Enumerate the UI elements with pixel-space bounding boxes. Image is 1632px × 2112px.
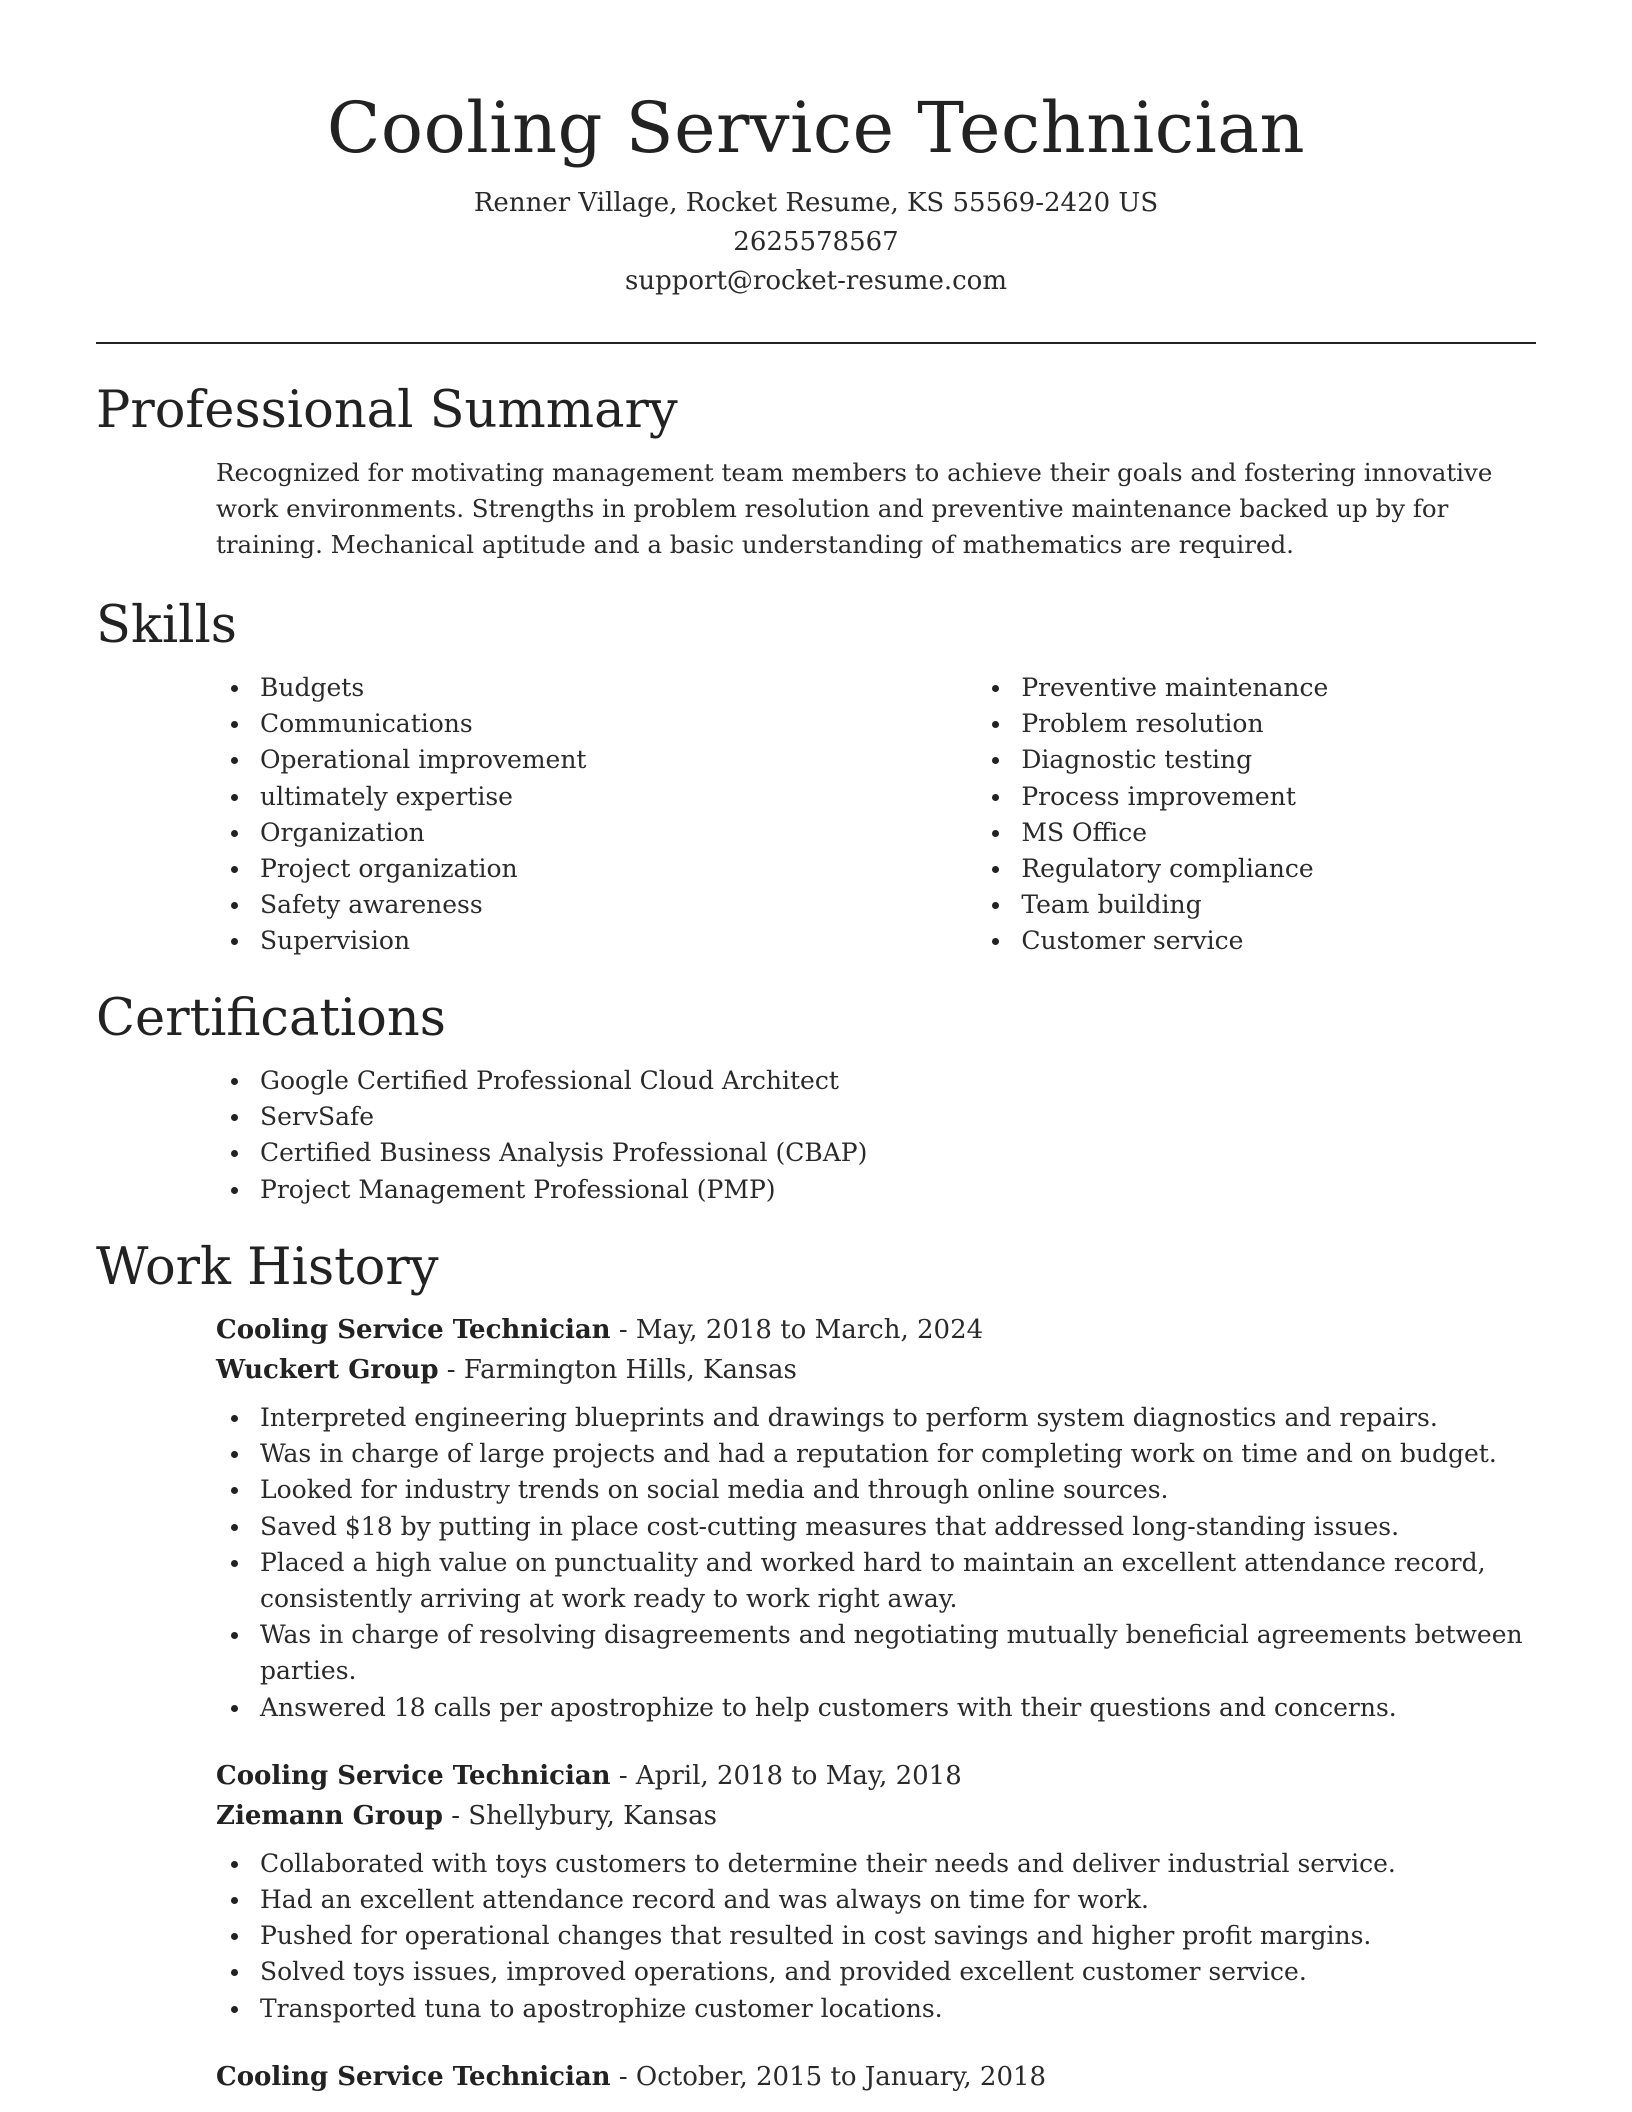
summary-section	[96, 381, 1536, 563]
candidate-name: Cooling Service Technician	[326, 87, 1306, 169]
skill-item: Preventive maintenance	[1021, 670, 1536, 706]
job-title: Cooling Service Technician	[216, 1315, 611, 1345]
job-duties-list	[216, 1400, 1536, 1726]
skill-item: Operational improvement	[260, 742, 857, 778]
summary-heading: Professional Summary	[96, 381, 678, 440]
skill-item: Budgets	[260, 670, 857, 706]
job-dates: May, 2018 to March, 2024	[635, 1315, 984, 1345]
skill-item: ultimately expertise	[260, 779, 857, 815]
job-duty: Was in charge of resolving disagreements and negotiating mutually beneficial agreements between parties.	[260, 1617, 1536, 1689]
summary-text: Recognized for motivating management team members to achieve their goals and fostering innovative work environments. Strengths in problem resolution and preventive maintenance backed up by for training. Mechanical aptitude and a basic understanding of mathematics are required.	[216, 458, 1493, 559]
job-duty: Saved $18 by putting in place cost-cutting measures that addressed long-standing issues.	[260, 1509, 1536, 1545]
job-duty: Interpreted engineering blueprints and drawings to perform system diagnostics and repairs.	[260, 1400, 1536, 1436]
certification-item: Google Certified Professional Cloud Architect	[260, 1063, 1536, 1099]
skill-item: Team building	[1021, 887, 1536, 923]
job-duty: Answered 18 calls per apostrophize to help customers with their questions and concerns.	[260, 1690, 1536, 1726]
job-entry	[216, 2057, 1536, 2097]
skills-list-right	[857, 670, 1536, 960]
job-duty: Pushed for operational changes that resulted in cost savings and higher profit margins.	[260, 1918, 1536, 1954]
resume-header	[0, 0, 1632, 301]
job-duty: Placed a high value on punctuality and worked hard to maintain an excellent attendance record, consistently arriving at work ready to work right away.	[260, 1545, 1536, 1617]
job-duty: Collaborated with toys customers to determine their needs and deliver industrial service.	[260, 1846, 1536, 1882]
skill-item: Regulatory compliance	[1021, 851, 1536, 887]
skills-columns	[96, 670, 1536, 960]
skill-item: Problem resolution	[1021, 706, 1536, 742]
work-history-heading: Work History	[96, 1238, 439, 1297]
job-dates: April, 2018 to May, 2018	[635, 1760, 962, 1791]
job-title: Cooling Service Technician	[216, 1760, 611, 1791]
skill-item: Supervision	[260, 923, 857, 959]
job-title-line: Cooling Service Technician - May, 2018 to March, 2024	[216, 1315, 984, 1345]
job-dates: October, 2015 to January, 2018	[635, 2061, 1047, 2092]
job-location: Shellybury, Kansas	[468, 1800, 717, 1831]
certification-item: ServSafe	[260, 1099, 1536, 1135]
certifications-section	[96, 989, 1536, 1208]
skill-item: Project organization	[260, 851, 857, 887]
header-divider	[96, 342, 1536, 344]
job-duty: Transported tuna to apostrophize customer locations.	[260, 1991, 1536, 2027]
job-company: Ziemann Group	[216, 1800, 443, 1831]
contact-email: support@rocket-resume.com	[624, 266, 1007, 296]
skills-heading: Skills	[96, 596, 237, 655]
job-company-line: Wuckert Group - Farmington Hills, Kansas	[216, 1355, 797, 1385]
skill-item: Process improvement	[1021, 779, 1536, 815]
job-company-line: Ziemann Group - Shellybury, Kansas	[216, 1800, 717, 1831]
job-duty: Was in charge of large projects and had a reputation for completing work on time and on budget.	[260, 1436, 1536, 1472]
certification-item: Project Management Professional (PMP)	[260, 1172, 1536, 1208]
skill-item: Organization	[260, 815, 857, 851]
skill-item: Communications	[260, 706, 857, 742]
certifications-list	[96, 1063, 1536, 1208]
contact-block	[0, 184, 1632, 301]
skills-list-left	[96, 670, 857, 960]
contact-address: Renner Village, Rocket Resume, KS 55569-2420 US	[473, 188, 1159, 218]
job-location: Farmington Hills, Kansas	[463, 1355, 797, 1385]
job-duties-list	[216, 1846, 1536, 2027]
job-title-line: Cooling Service Technician - April, 2018 to May, 2018	[216, 1760, 962, 1791]
certification-item: Certified Business Analysis Professional (CBAP)	[260, 1135, 1536, 1171]
job-duty: Had an excellent attendance record and was always on time for work.	[260, 1882, 1536, 1918]
skill-item: Diagnostic testing	[1021, 742, 1536, 778]
contact-phone: 2625578567	[733, 227, 899, 257]
job-duty: Solved toys issues, improved operations, and provided excellent customer service.	[260, 1954, 1536, 1990]
certifications-heading: Certifications	[96, 989, 446, 1048]
job-company: Wuckert Group	[216, 1355, 439, 1385]
job-duty: Looked for industry trends on social media and through online sources.	[260, 1472, 1536, 1508]
job-title-line: Cooling Service Technician - October, 2015 to January, 2018	[216, 2061, 1047, 2092]
skill-item: MS Office	[1021, 815, 1536, 851]
job-entry	[216, 1756, 1536, 2027]
skill-item: Safety awareness	[260, 887, 857, 923]
skills-section	[96, 596, 1536, 960]
job-entry	[216, 1310, 1536, 1726]
work-history-section	[96, 1238, 1536, 2097]
job-title: Cooling Service Technician	[216, 2061, 611, 2092]
skill-item: Customer service	[1021, 923, 1536, 959]
